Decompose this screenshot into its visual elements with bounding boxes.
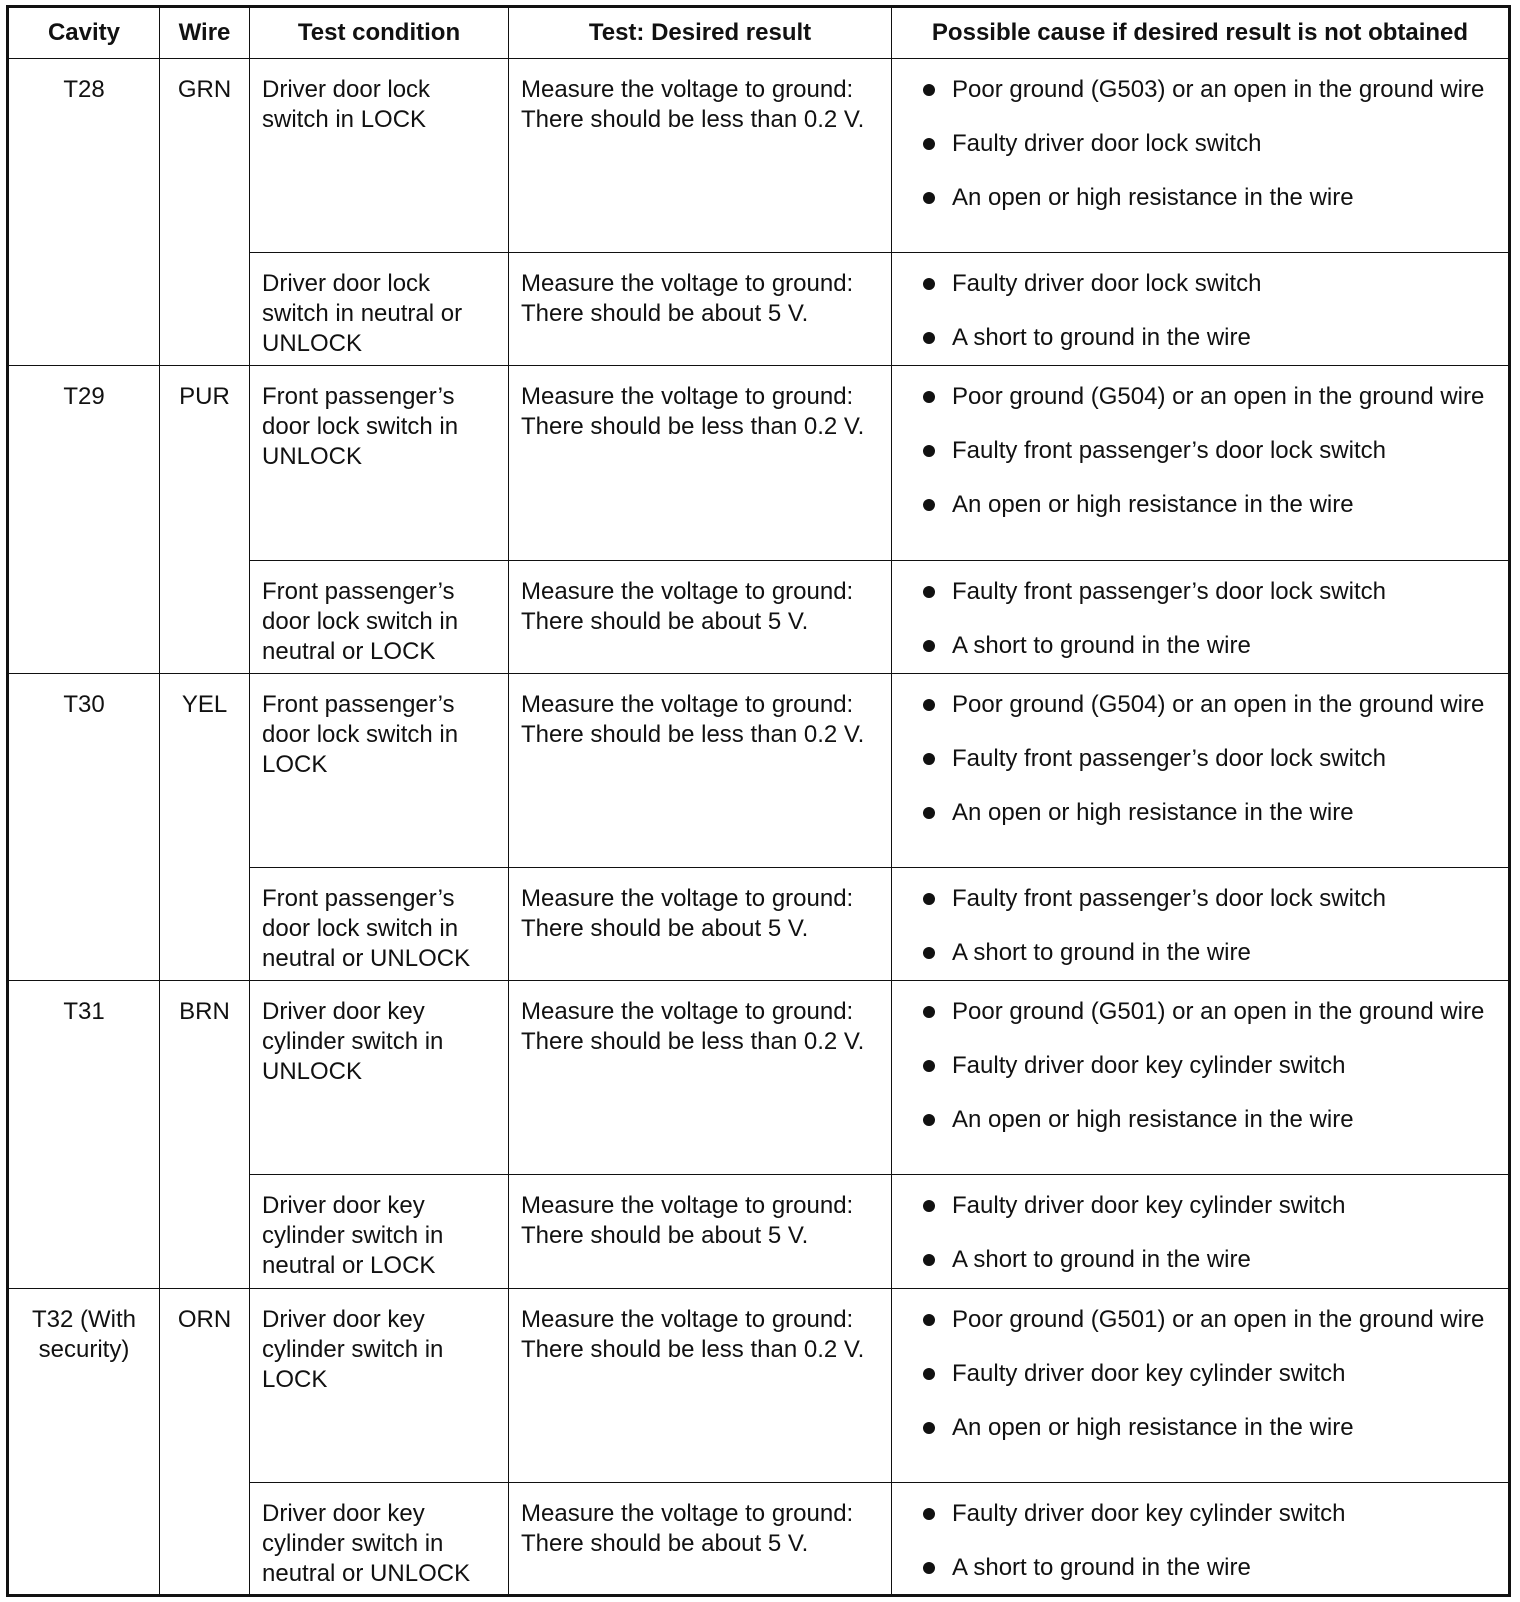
result-cell: Measure the voltage to ground: There should be about 5 V. xyxy=(509,868,892,981)
cause-text: Poor ground (G504) or an open in the ground wire xyxy=(952,690,1485,718)
cause-list-item xyxy=(922,1245,1498,1275)
cause-text: Poor ground (G504) or an open in the ground wire xyxy=(952,383,1485,411)
table-row xyxy=(8,673,1510,867)
bullet-icon xyxy=(922,1553,952,1583)
result-cell: Measure the voltage to ground: There should be less than 0.2 V. xyxy=(509,673,892,867)
wire-cell: GRN xyxy=(160,59,250,366)
cause-list-item xyxy=(922,1191,1498,1221)
cause-list-item xyxy=(922,382,1498,412)
table-row xyxy=(8,366,1510,560)
wire-cell: BRN xyxy=(160,981,250,1288)
cause-list-item xyxy=(922,690,1498,720)
header-desired-result: Test: Desired result xyxy=(509,7,892,59)
cause-text: Faulty driver door lock switch xyxy=(952,130,1262,157)
cause-list-item xyxy=(922,1499,1498,1529)
cause-cell xyxy=(892,366,1510,560)
bullet-icon xyxy=(922,129,952,159)
cause-list-item xyxy=(922,1305,1498,1335)
bullet-icon xyxy=(922,1191,952,1221)
cause-text: A short to ground in the wire xyxy=(952,939,1251,967)
cause-text: Faulty front passenger’s door lock switch xyxy=(952,885,1386,913)
bullet-icon xyxy=(922,938,952,968)
cause-cell xyxy=(892,673,1510,867)
result-cell: Measure the voltage to ground: There should be less than 0.2 V. xyxy=(509,1288,892,1482)
wire-cell: YEL xyxy=(160,673,250,980)
bullet-icon xyxy=(922,631,952,661)
cause-text: An open or high resistance in the wire xyxy=(952,491,1354,519)
table-row xyxy=(8,59,1510,253)
condition-cell: Front passenger’s door lock switch in UNLOCK xyxy=(250,366,509,560)
result-cell: Measure the voltage to ground: There should be less than 0.2 V. xyxy=(509,59,892,253)
bullet-icon xyxy=(922,798,952,828)
bullet-icon xyxy=(922,884,952,914)
cause-cell xyxy=(892,59,1510,253)
cavity-cell: T30 xyxy=(8,673,160,980)
cause-list-item xyxy=(922,129,1498,159)
wire-cell: ORN xyxy=(160,1288,250,1595)
result-cell: Measure the voltage to ground: There should be less than 0.2 V. xyxy=(509,366,892,560)
cause-list-item xyxy=(922,997,1498,1027)
bullet-icon xyxy=(922,323,952,353)
bullet-icon xyxy=(922,75,952,105)
cause-cell xyxy=(892,1175,1510,1288)
cause-list-item xyxy=(922,1359,1498,1389)
cause-list-item xyxy=(922,1051,1498,1081)
wire-cell: PUR xyxy=(160,366,250,673)
condition-cell: Driver door key cylinder switch in neutral or LOCK xyxy=(250,1175,509,1288)
cause-list-item xyxy=(922,436,1498,466)
cause-list-item xyxy=(922,744,1498,774)
condition-cell: Driver door key cylinder switch in UNLOCK xyxy=(250,981,509,1175)
cause-text: Faulty driver door key cylinder switch xyxy=(952,1192,1346,1220)
cause-list-item xyxy=(922,75,1498,105)
result-cell: Measure the voltage to ground: There should be about 5 V. xyxy=(509,1175,892,1288)
header-row xyxy=(8,7,1510,59)
test-spec-table xyxy=(6,5,1511,1597)
cause-list-item xyxy=(922,631,1498,661)
cause-list-item xyxy=(922,183,1498,213)
cause-text: Faulty front passenger’s door lock switch xyxy=(952,437,1386,465)
bullet-icon xyxy=(922,1359,952,1389)
cause-cell xyxy=(892,1288,1510,1482)
cause-text: An open or high resistance in the wire xyxy=(952,798,1354,826)
cause-text: An open or high resistance in the wire xyxy=(952,1106,1354,1134)
cavity-cell: T31 xyxy=(8,981,160,1288)
cause-list-item xyxy=(922,884,1498,914)
cause-list-item xyxy=(922,798,1498,828)
cause-list-item xyxy=(922,1413,1498,1443)
bullet-icon xyxy=(922,382,952,412)
header-test-condition: Test condition xyxy=(250,7,509,59)
bullet-icon xyxy=(922,183,952,213)
bullet-icon xyxy=(922,1105,952,1135)
cause-text: A short to ground in the wire xyxy=(952,1553,1251,1581)
bullet-icon xyxy=(922,1413,952,1443)
cause-text: Faulty driver door key cylinder switch xyxy=(952,1052,1346,1080)
condition-cell: Driver door key cylinder switch in LOCK xyxy=(250,1288,509,1482)
bullet-icon xyxy=(922,269,952,299)
cavity-cell: T32 (With security) xyxy=(8,1288,160,1595)
condition-cell: Front passenger’s door lock switch in neutral or LOCK xyxy=(250,560,509,673)
cavity-cell: T28 xyxy=(8,59,160,366)
table-row xyxy=(8,981,1510,1175)
cause-list-item xyxy=(922,1105,1498,1135)
cause-text: An open or high resistance in the wire xyxy=(952,184,1354,211)
cause-text: A short to ground in the wire xyxy=(952,631,1251,659)
cause-cell xyxy=(892,253,1510,366)
cause-text: Faulty driver door lock switch xyxy=(952,270,1262,298)
bullet-icon xyxy=(922,1305,952,1335)
condition-cell: Driver door lock switch in LOCK xyxy=(250,59,509,253)
result-cell: Measure the voltage to ground: There should be about 5 V. xyxy=(509,1482,892,1595)
cause-text: Poor ground (G503) or an open in the ground wire xyxy=(952,76,1485,103)
bullet-icon xyxy=(922,1245,952,1275)
cause-text: An open or high resistance in the wire xyxy=(952,1413,1354,1441)
cause-text: Faulty front passenger’s door lock switch xyxy=(952,577,1386,605)
cause-list-item xyxy=(922,490,1498,520)
header-possible-cause: Possible cause if desired result is not obtained xyxy=(892,7,1510,59)
bullet-icon xyxy=(922,690,952,720)
cause-text: A short to ground in the wire xyxy=(952,1246,1251,1274)
cause-text: Faulty front passenger’s door lock switch xyxy=(952,744,1386,772)
bullet-icon xyxy=(922,1051,952,1081)
cause-list-item xyxy=(922,323,1498,353)
bullet-icon xyxy=(922,577,952,607)
cause-text: A short to ground in the wire xyxy=(952,324,1251,352)
header-wire: Wire xyxy=(160,7,250,59)
condition-cell: Driver door key cylinder switch in neutral or UNLOCK xyxy=(250,1482,509,1595)
result-cell: Measure the voltage to ground: There should be about 5 V. xyxy=(509,253,892,366)
cause-list-item xyxy=(922,1553,1498,1583)
bullet-icon xyxy=(922,436,952,466)
bullet-icon xyxy=(922,1499,952,1529)
condition-cell: Front passenger’s door lock switch in LOCK xyxy=(250,673,509,867)
bullet-icon xyxy=(922,744,952,774)
bullet-icon xyxy=(922,997,952,1027)
result-cell: Measure the voltage to ground: There should be less than 0.2 V. xyxy=(509,981,892,1175)
cause-cell xyxy=(892,560,1510,673)
cause-text: Poor ground (G501) or an open in the ground wire xyxy=(952,1305,1485,1333)
condition-cell: Driver door lock switch in neutral or UNLOCK xyxy=(250,253,509,366)
cavity-cell: T29 xyxy=(8,366,160,673)
cause-text: Faulty driver door key cylinder switch xyxy=(952,1499,1346,1527)
cause-cell xyxy=(892,868,1510,981)
header-cavity: Cavity xyxy=(8,7,160,59)
result-cell: Measure the voltage to ground: There should be about 5 V. xyxy=(509,560,892,673)
cause-list-item xyxy=(922,938,1498,968)
cause-list-item xyxy=(922,577,1498,607)
cause-cell xyxy=(892,981,1510,1175)
cause-cell xyxy=(892,1482,1510,1595)
cause-list-item xyxy=(922,269,1498,299)
bullet-icon xyxy=(922,490,952,520)
condition-cell: Front passenger’s door lock switch in neutral or UNLOCK xyxy=(250,868,509,981)
cause-text: Faulty driver door key cylinder switch xyxy=(952,1359,1346,1387)
cause-text: Poor ground (G501) or an open in the ground wire xyxy=(952,998,1485,1026)
table-row xyxy=(8,1288,1510,1482)
